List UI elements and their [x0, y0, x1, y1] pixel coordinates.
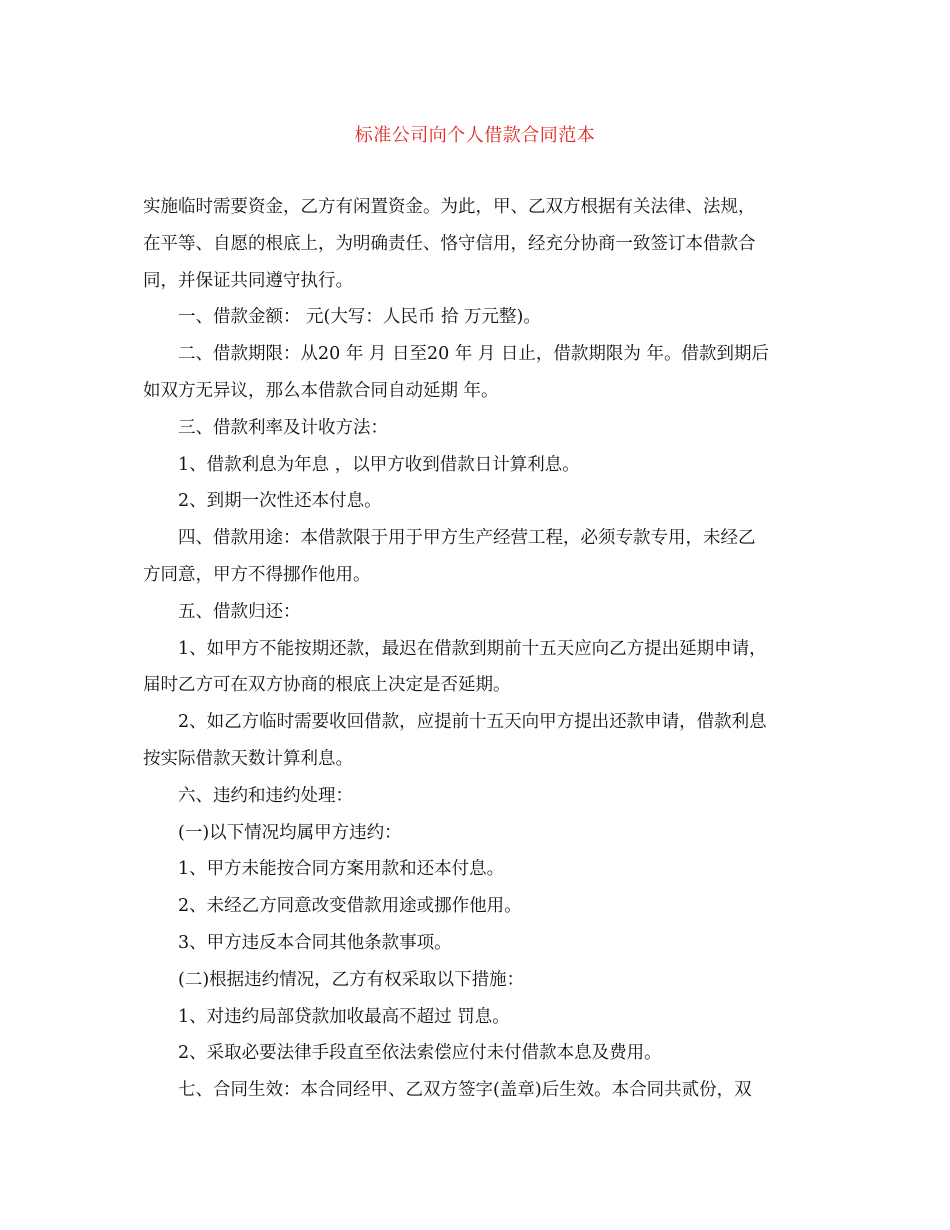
body-line: 方同意，甲方不得挪作他用。: [143, 564, 371, 585]
body-line: 2、到期一次性还本付息。: [178, 491, 382, 512]
body-line: 2、未经乙方同意改变借款用途或挪作他用。: [178, 896, 522, 917]
body-line: 2、采取必要法律手段直至依法索偿应付未付借款本息及费用。: [178, 1043, 662, 1064]
body-line: 七、合同生效：本合同经甲、乙双方签字(盖章)后生效。本合同共贰份，双: [178, 1080, 752, 1101]
body-line: 五、借款归还：: [178, 601, 301, 622]
body-line: 届时乙方可在双方协商的根底上决定是否延期。: [143, 675, 511, 696]
body-line: 同，并保证共同遵守执行。: [143, 270, 353, 291]
body-line: 三、借款利率及计收方法：: [178, 417, 388, 438]
body-line: (一)以下情况均属甲方违约：: [178, 822, 402, 843]
document-title: 标准公司向个人借款合同范本: [354, 125, 596, 146]
body-line: 二、借款期限：从20 年 月 日至20 年 月 日止，借款期限为 年。借款到期后: [178, 344, 769, 365]
body-line: (二)根据违约情况，乙方有权采取以下措施：: [178, 969, 525, 990]
body-line: 2、如乙方临时需要收回借款，应提前十五天向甲方提出还款申请，借款利息: [178, 712, 767, 733]
document-body: [143, 189, 803, 1109]
body-line: 六、违约和违约处理：: [178, 785, 353, 806]
body-line: 1、对违约局部贷款加收最高不超过 罚息。: [178, 1006, 510, 1027]
body-line: 实施临时需要资金，乙方有闲置资金。为此，甲、乙双方根据有关法律、法规，: [143, 197, 756, 217]
body-line: 3、甲方违反本合同其他条款事项。: [178, 932, 452, 953]
body-line: 四、借款用途：本借款限于用于甲方生产经营工程，必须专款专用，未经乙: [178, 528, 756, 549]
body-line: 按实际借款天数计算利息。: [143, 748, 353, 769]
body-line: 1、甲方未能按合同方案用款和还本付息。: [178, 859, 505, 880]
body-line: 1、借款利息为年息 ，以甲方收到借款日计算利息。: [178, 454, 580, 475]
body-line: 一、借款金额： 元(大写：人民币 拾 万元整)。: [178, 307, 541, 328]
body-line: 在平等、自愿的根底上，为明确责任、恪守信用，经充分协商一致签订本借款合: [143, 233, 756, 254]
body-line: 1、如甲方不能按期还款，最迟在借款到期前十五天应向乙方提出延期申请，: [178, 638, 767, 659]
body-line: 如双方无异议，那么本借款合同自动延期 年。: [143, 380, 499, 401]
